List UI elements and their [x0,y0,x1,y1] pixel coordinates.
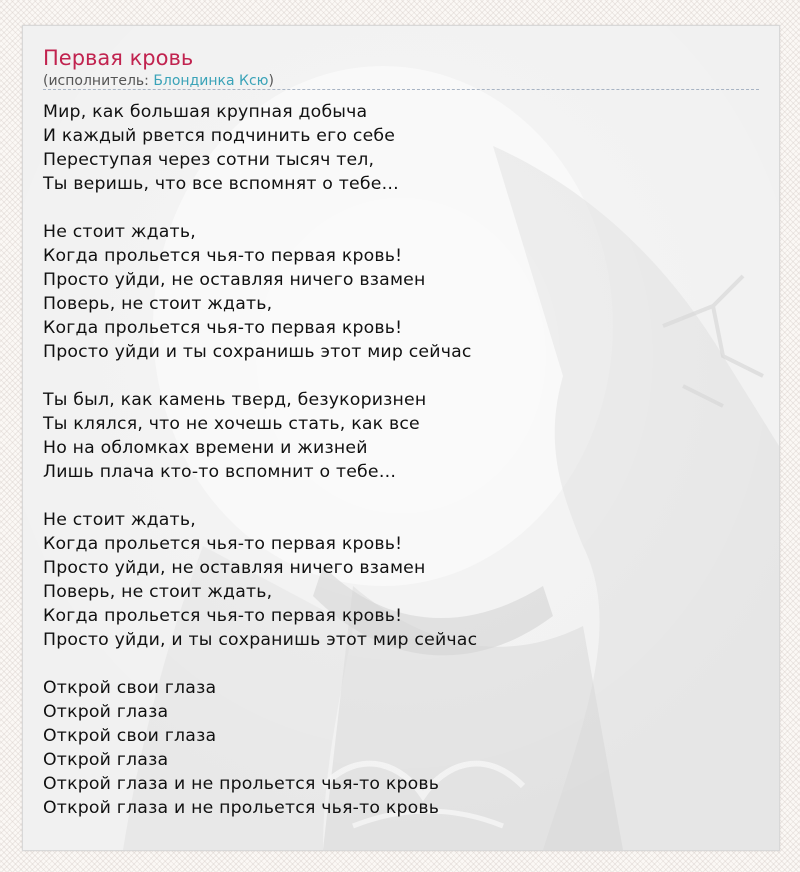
lyric-line: Мир, как большая крупная добыча [43,102,368,122]
stanza-gap [43,652,759,676]
lyric-line: Переступая через сотни тысяч тел, [43,150,375,170]
lyric-line: Просто уйди, и ты сохранишь этот мир сейчас [43,630,478,650]
lyric-line: Когда прольется чья-то первая кровь! [43,318,403,338]
lyric-line: Лишь плача кто-то вспомнит о тебе… [43,462,397,482]
lyric-line: Просто уйди, не оставляя ничего взамен [43,270,426,290]
lyric-line: Ты клялся, что не хочешь стать, как все [43,414,420,434]
stanza-1 [43,100,759,196]
lyric-line: Открой глаза [43,750,169,770]
lyrics-card [22,25,780,851]
lyric-line: Не стоит ждать, [43,222,196,242]
lyric-line: Открой свои глаза [43,726,217,746]
lyric-line: Открой свои глаза [43,678,217,698]
lyric-line: Открой глаза и не прольется чья-то кровь [43,774,440,794]
artist-link[interactable]: Блондинка Ксю [153,73,269,89]
stanza-4 [43,508,759,652]
lyric-line: Когда прольется чья-то первая кровь! [43,246,403,266]
performer-prefix: (исполнитель: [43,73,154,89]
stanza-gap [43,484,759,508]
lyric-line: Открой глаза и не прольется чья-то кровь [43,798,440,818]
song-title: Первая кровь [43,46,194,70]
performer-suffix: ) [268,73,274,89]
stanza-2 [43,220,759,364]
lyric-line: Когда прольется чья-то первая кровь! [43,606,403,626]
stanza-5 [43,676,759,820]
stanza-gap [43,196,759,220]
lyric-line: Но на обломках времени и жизней [43,438,368,458]
lyric-line: Просто уйди и ты сохранишь этот мир сейчас [43,342,472,362]
lyric-line: Поверь, не стоит ждать, [43,582,273,602]
lyric-line: Поверь, не стоит ждать, [43,294,273,314]
lyrics-text [43,100,759,820]
lyric-line: Не стоит ждать, [43,510,196,530]
lyric-line: Когда прольется чья-то первая кровь! [43,534,403,554]
lyric-line: Открой глаза [43,702,169,722]
lyric-line: Просто уйди, не оставляя ничего взамен [43,558,426,578]
performer-line [43,72,759,90]
stanza-gap [43,364,759,388]
lyric-line: Ты был, как камень тверд, безукоризнен [43,390,427,410]
lyric-line: И каждый рвется подчинить его себе [43,126,396,146]
header-divider [43,89,759,90]
stanza-3 [43,388,759,484]
lyric-line: Ты веришь, что все вспомнят о тебе… [43,174,400,194]
song-header [43,44,759,90]
